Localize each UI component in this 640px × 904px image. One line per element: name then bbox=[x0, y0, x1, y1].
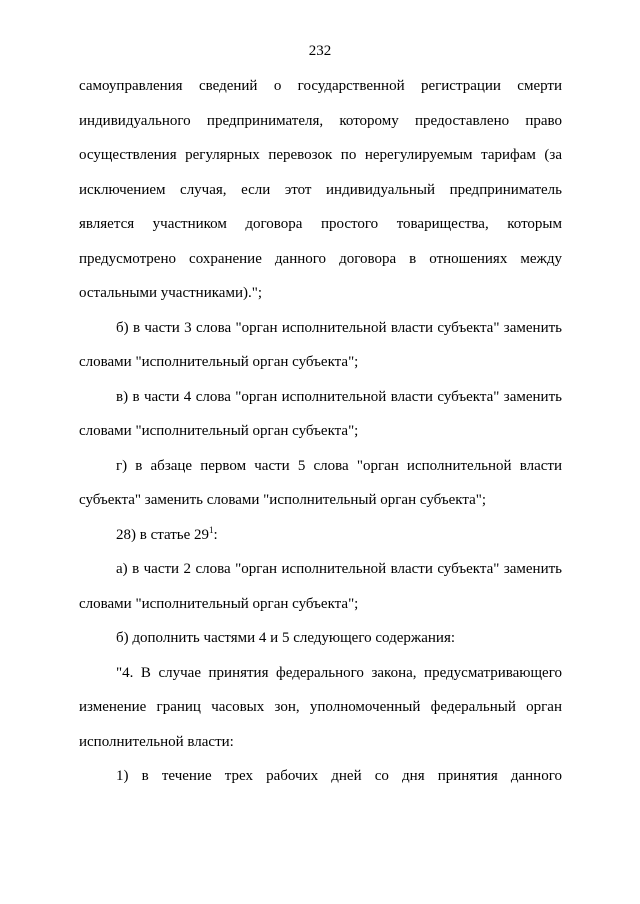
text-line: индивидуального предпринимателя, которому предоставлено право bbox=[79, 112, 562, 129]
text-line: в) в части 4 слова "орган исполнительной власти субъекта" заменить bbox=[116, 388, 562, 405]
text-line: предусмотрено сохранение данного договора в отношениях между bbox=[79, 250, 562, 267]
text-line: словами "исполнительный орган субъекта"; bbox=[79, 423, 359, 439]
text-line: словами "исполнительный орган субъекта"; bbox=[79, 354, 359, 370]
text-line: г) в абзаце первом части 5 слова "орган исполнительной власти bbox=[116, 457, 562, 474]
text-line: исполнительной власти: bbox=[79, 733, 234, 750]
text-line: 1) в течение трех рабочих дней со дня принятия данного bbox=[116, 768, 562, 784]
page-number: 232 bbox=[308, 43, 332, 59]
text-line: осуществления регулярных перевозок по нерегулируемым тарифам (за bbox=[79, 147, 562, 163]
text-line: б) в части 3 слова "орган исполнительной власти субъекта" заменить bbox=[116, 319, 562, 336]
text-line: б) дополнить частями 4 и 5 следующего содержания: bbox=[116, 630, 456, 646]
article-reference-line bbox=[79, 526, 562, 561]
article-reference-text: 28) в статье 29 bbox=[116, 526, 210, 543]
article-superscript: 1 bbox=[209, 525, 214, 535]
article-reference-colon: : bbox=[213, 526, 218, 543]
text-line: словами "исполнительный орган субъекта"; bbox=[79, 595, 359, 612]
text-line: "4. В случае принятия федерального закона, предусматривающего bbox=[116, 664, 562, 681]
text-line: субъекта" заменить словами "исполнительный орган субъекта"; bbox=[79, 492, 487, 508]
document-body bbox=[79, 77, 562, 802]
text-line: остальными участниками)."; bbox=[79, 285, 263, 301]
text-line: самоуправления сведений о государственной регистрации смерти bbox=[79, 78, 562, 94]
text-line: исключением случая, если этот индивидуальный предприниматель bbox=[79, 181, 562, 198]
text-line: а) в части 2 слова "орган исполнительной власти субъекта" заменить bbox=[116, 561, 562, 577]
text-line: является участником договора простого товарищества, которым bbox=[79, 216, 562, 232]
text-line: изменение границ часовых зон, уполномоченный федеральный орган bbox=[79, 699, 562, 715]
